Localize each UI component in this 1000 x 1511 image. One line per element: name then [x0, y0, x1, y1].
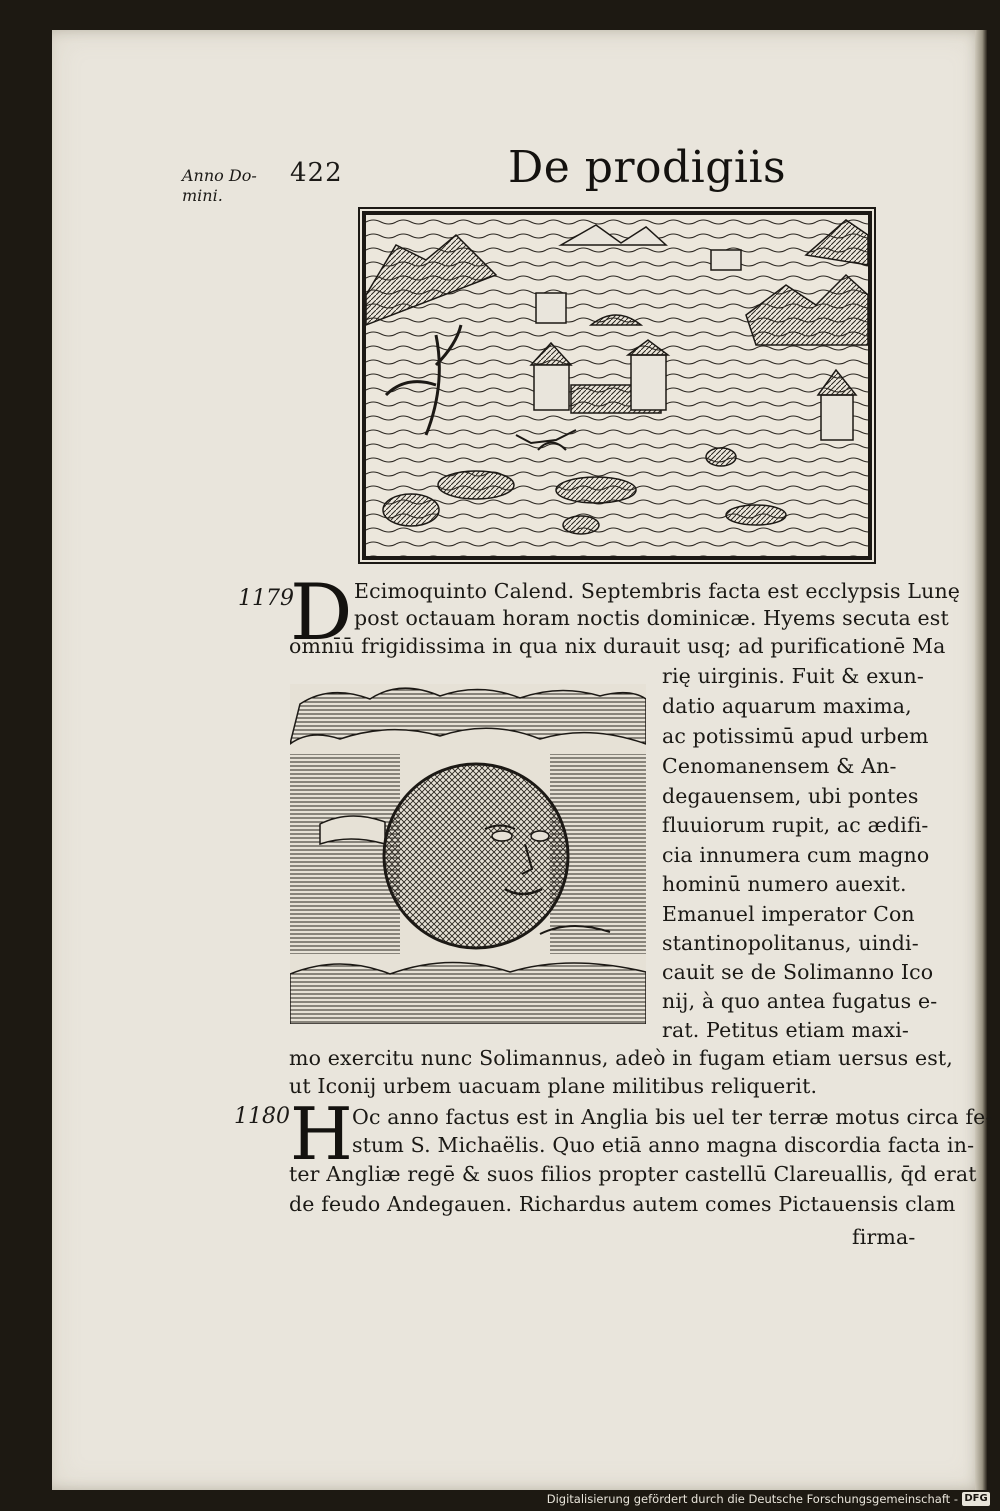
text-line: stantinopolitanus, uindi- — [662, 931, 919, 955]
moon-face-drawing — [290, 684, 646, 1024]
text-line: cauit se de Solimanno Ico — [662, 960, 934, 984]
text-line: firma- — [852, 1225, 916, 1249]
page-edge — [975, 30, 987, 1490]
flood-scene-drawing — [366, 215, 868, 556]
margin-year-1179: 1179 — [238, 586, 294, 611]
text-line: rię uirginis. Fuit & exun- — [662, 664, 924, 688]
running-title: De prodigiis — [508, 142, 787, 193]
text-line: hominū numero auexit. — [662, 872, 907, 896]
text-line: ac potissimū apud urbem — [662, 724, 929, 748]
margin-year-1180: 1180 — [234, 1104, 290, 1129]
text-line: ter Angliæ regē & suos filios propter castellū Clareuallis, q̄d erat — [289, 1162, 977, 1186]
text-line: omnīū frigidissima in qua nix durauit usq; ad purificationē Ma — [289, 634, 946, 658]
margin-note-line-1: Anno Do- — [182, 166, 257, 185]
text-line: Cenomanensem & An- — [662, 754, 897, 778]
text-line: nij, à quo antea fugatus e- — [662, 989, 938, 1013]
text-line: fluuiorum rupit, ac ædifi- — [662, 813, 929, 837]
text-line: datio aquarum maxima, — [662, 694, 912, 718]
page-number: 422 — [290, 158, 343, 188]
text-line: degauensem, ubi pontes — [662, 784, 919, 808]
dropcap-d: D — [290, 568, 353, 658]
text-line: Emanuel imperator Con — [662, 902, 915, 926]
text-line: rat. Petitus etiam maxi- — [662, 1018, 909, 1042]
dropcap-h: H — [290, 1092, 353, 1176]
text-line: Oc anno factus est in Anglia bis uel ter terræ motus circa fe- — [352, 1105, 993, 1129]
text-line: stum S. Michaëlis. Quo etiā anno magna discordia facta in- — [352, 1133, 975, 1157]
moon-face-woodcut-illustration — [290, 684, 646, 1024]
text-line: mo exercitu nunc Solimannus, adeò in fugam etiam uersus est, — [289, 1046, 953, 1070]
digitization-note: Digitalisierung gefördert durch die Deutsche Forschungsgemeinschaft - — [546, 1492, 958, 1506]
dfg-logo: DFG — [962, 1492, 990, 1506]
text-line: ut Iconij urbem uacuam plane militibus reliquerit. — [289, 1074, 818, 1098]
text-line: de feudo Andegauen. Richardus autem comes Pictauensis clam — [289, 1192, 956, 1216]
flood-woodcut-illustration — [362, 211, 872, 560]
margin-note-line-2: mini. — [182, 186, 223, 205]
text-line: cia innumera cum magno — [662, 843, 930, 867]
header-margin-note — [182, 166, 292, 206]
text-line: post octauam horam noctis dominicæ. Hyems secuta est — [354, 606, 949, 630]
text-line: Ecimoquinto Calend. Septembris facta est ecclypsis Lunę — [354, 579, 961, 603]
